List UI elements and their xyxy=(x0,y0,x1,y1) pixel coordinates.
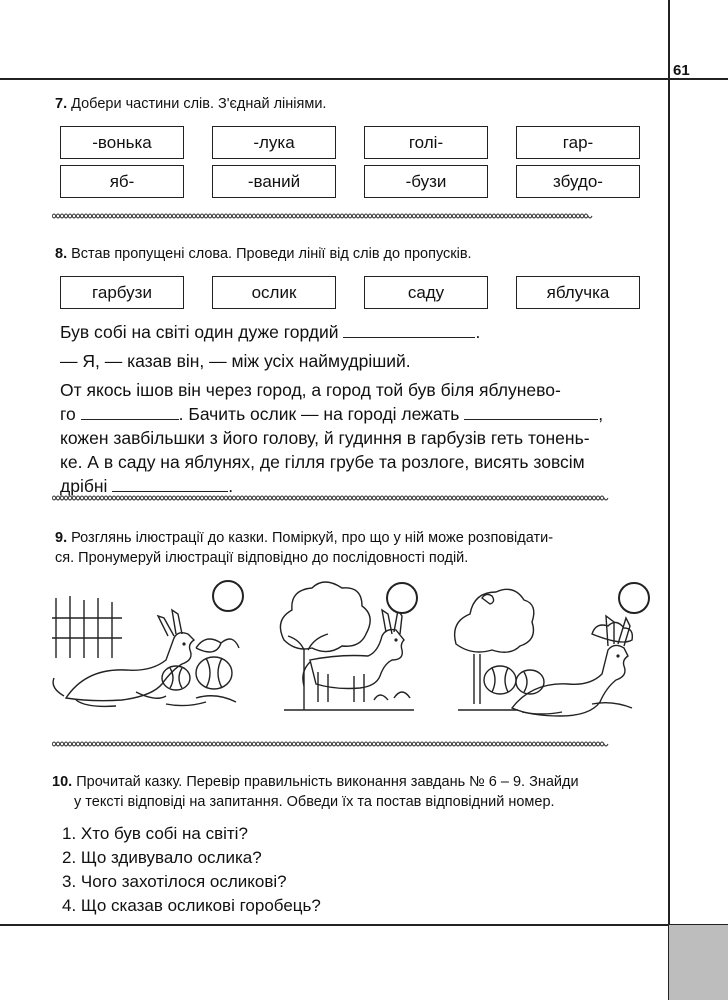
word-part-box[interactable]: -вонька xyxy=(60,126,184,159)
task10-instruction xyxy=(52,772,662,812)
story-line: го . Бачить ослик — на городі лежать , xyxy=(60,404,604,424)
wavy-divider xyxy=(52,740,660,748)
question-item: 2. Що здивувало ослика? xyxy=(62,848,262,867)
right-margin-rule xyxy=(668,0,670,1000)
task8-text: Встав пропущені слова. Проведи лінії від слів до пропусків. xyxy=(71,246,472,262)
word-part-box[interactable]: -ваний xyxy=(212,165,336,198)
task8-number: 8. xyxy=(55,246,68,262)
missing-word-box[interactable]: гарбузи xyxy=(60,276,184,309)
word-part-box[interactable]: збудо- xyxy=(516,165,640,198)
story-line: От якось ішов він через город, а город той був біля яблунево- xyxy=(60,380,561,400)
page-number: 61 xyxy=(673,62,690,79)
corner-tab xyxy=(669,925,728,1000)
answer-blank[interactable] xyxy=(464,405,598,420)
task8-instruction xyxy=(55,244,660,264)
top-rule xyxy=(0,78,728,80)
task10-text: Прочитай казку. Перевір правильність виконання завдань № 6 – 9. Знайди xyxy=(76,774,579,790)
story-text xyxy=(60,320,660,498)
task9-instruction xyxy=(55,528,660,568)
task9-text: ся. Пронумеруй ілюстрації відповідно до послідовності подій. xyxy=(55,550,469,566)
word-part-box[interactable]: -лука xyxy=(212,126,336,159)
missing-word-box[interactable]: ослик xyxy=(212,276,336,309)
task10-number: 10. xyxy=(52,774,73,790)
word-part-box[interactable]: -бузи xyxy=(364,165,488,198)
task7-instruction xyxy=(55,94,660,114)
wavy-divider xyxy=(52,494,660,502)
story-line: дрібні . xyxy=(60,476,234,496)
question-item: 1. Хто був собі на світі? xyxy=(62,824,248,843)
story-line: ке. А в саду на яблунях, де гілля грубе та розлоге, висять зовсім xyxy=(60,452,585,472)
number-circle[interactable] xyxy=(386,582,418,614)
number-circle[interactable] xyxy=(212,580,244,612)
task7-text: Добери частини слів. З'єднай лініями. xyxy=(71,96,327,112)
missing-word-box[interactable]: саду xyxy=(364,276,488,309)
word-part-box[interactable]: голі- xyxy=(364,126,488,159)
task9-text: Розглянь ілюстрації до казки. Поміркуй, про що у ній може розповідати- xyxy=(71,530,554,546)
story-line: — Я, — казав він, — між усіх наймудріший. xyxy=(60,351,411,371)
donkey-illustration xyxy=(46,588,242,718)
task9-number: 9. xyxy=(55,530,68,546)
number-circle[interactable] xyxy=(618,582,650,614)
wavy-divider xyxy=(52,212,660,220)
task7-number: 7. xyxy=(55,96,68,112)
question-item: 3. Чого захотілося осликові? xyxy=(62,872,287,891)
missing-word-box[interactable]: яблучка xyxy=(516,276,640,309)
word-part-box[interactable]: яб- xyxy=(60,165,184,198)
task10-text: у тексті відповіді на запитання. Обведи їх та постав відповідний номер. xyxy=(74,794,555,810)
bottom-rule xyxy=(0,924,728,926)
answer-blank[interactable] xyxy=(112,477,228,492)
question-item: 4. Що сказав осликові горобець? xyxy=(62,896,321,915)
story-line: Був собі на світі один дуже гордий . xyxy=(60,322,481,342)
story-line: кожен завбільшки з його голову, й гудиння в гарбузів геть тонень- xyxy=(60,428,590,448)
answer-blank[interactable] xyxy=(343,323,475,338)
word-part-box[interactable]: гар- xyxy=(516,126,640,159)
answer-blank[interactable] xyxy=(81,405,179,420)
